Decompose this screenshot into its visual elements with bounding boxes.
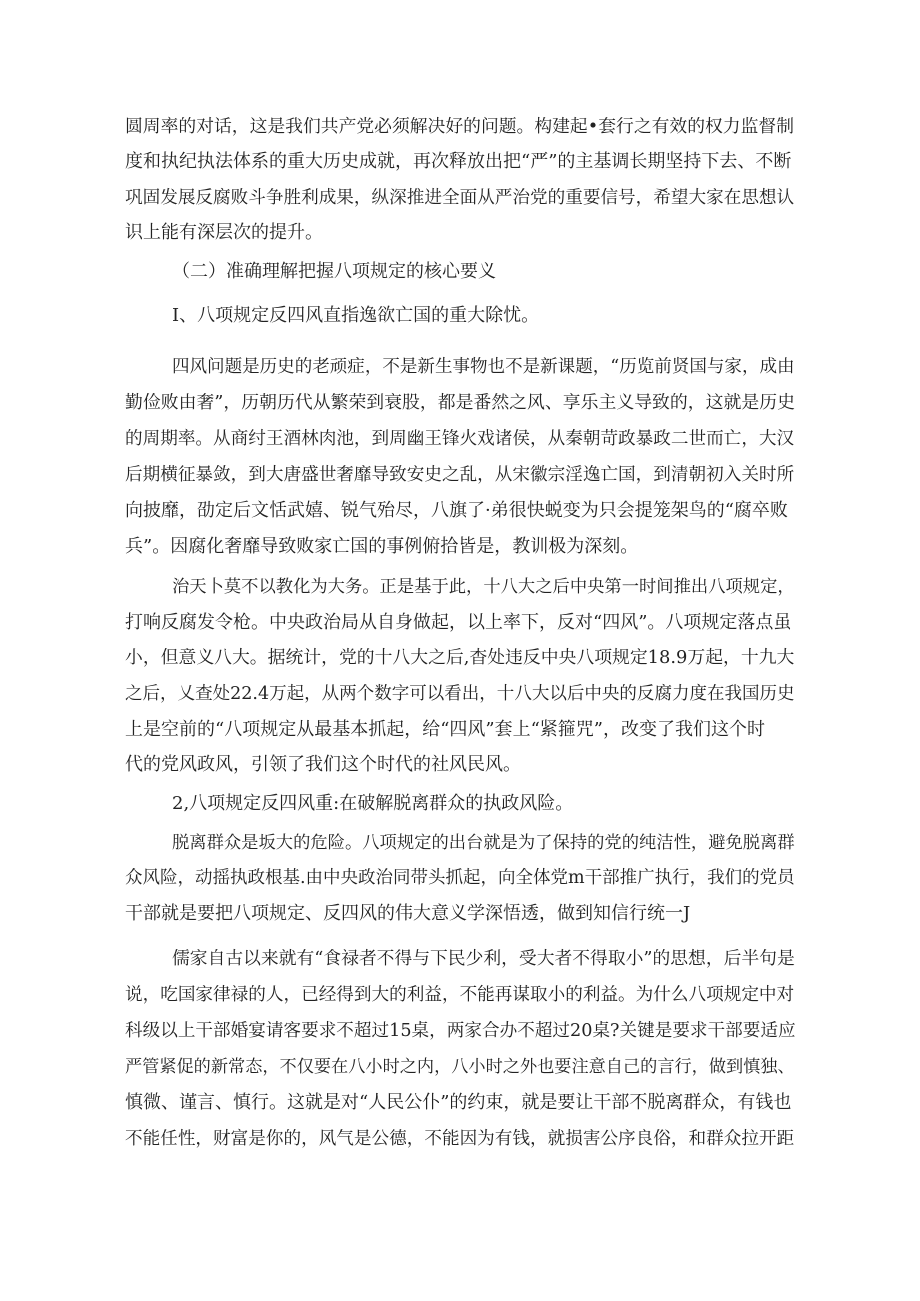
text-line: 向披靡，劭定后文恬武嬉、锐气殆尽，八旗了·弟很快蜕变为只会提笼架鸟的“腐卒败 bbox=[125, 500, 788, 521]
text-line: 圆周率的对话，这是我们共产党必须解决好的问题。构建起•套行之有效的权力监督制 bbox=[125, 116, 794, 137]
subheading: I、八项规定反四风直指逸欲亡国的重大除忧。 bbox=[172, 305, 540, 326]
text-line: 干部就是要把八项规定、反四风的伟大意义学深悟透，做到知信行统一J bbox=[125, 903, 691, 924]
text-line: 说，吃国家律禄的人，已经得到大的利益，不能再谋取小的利益。为什么八项规定中对 bbox=[125, 985, 795, 1005]
text-line: 严管紧促的新常态，不仅要在八小时之内，八小时之外也要注意自己的言行，做到慎独、 bbox=[125, 1057, 795, 1077]
subheading: 2,八项规定反四风重:在破解脱离群众的执政风险。 bbox=[172, 793, 574, 814]
text-line: 治天卜莫不以教化为大务。正是基于此，十八大之后中央第一时间推出八项规定， bbox=[172, 577, 795, 597]
section-heading: （二）准确理解把握八项规定的核心要义 bbox=[172, 261, 496, 282]
text-line: 识上能有深层次的提升。 bbox=[125, 222, 323, 243]
text-line: 儒家自古以来就有“食禄者不得与下民少利，受大者不得取小”的思想，后半句是 bbox=[172, 948, 795, 969]
text-line: 四风问题是历史的老顽症，不是新生事物也不是新课题，“历览前贤国与家，成由 bbox=[172, 357, 795, 377]
text-line: 兵”。因腐化奢靡导致败家亡国的事例俯拾皆是，教训极为深刻。 bbox=[125, 536, 639, 557]
text-line: 上是空前的“八项规定从最基本抓起，给“四风”套上“紧箍咒”，改变了我们这个时 bbox=[125, 719, 766, 740]
text-line: 巩固发展反腐败斗争胜利成果，纵深推进全面从严治党的重要信号，希望大家在思想认 bbox=[125, 188, 795, 208]
text-line: 慎微、谨言、慎行。这就是对“人民公仆”的约束，就是要让干部不脱离群众，有钱也 bbox=[125, 1092, 792, 1113]
text-line: 代的党风政风，引领了我们这个时代的社风民风。 bbox=[125, 754, 521, 775]
text-line: 打响反腐发令枪。中央政治局从自身做起，以上率下，反对“四风”。八项规定落点虽 bbox=[125, 612, 792, 633]
text-line: 不能任性，财富是你的，风气是公德，不能因为有钱，就损害公序良俗，和群众拉开距 bbox=[125, 1129, 795, 1149]
text-line: 的周期率。从商纣王酒林肉池，到周幽王锋火戏诸侯，从秦朝苛政暴政二世而亡，大汉 bbox=[125, 429, 795, 449]
text-line: 科级以上干部婚宴请客要求不超过15桌，两家合办不超过20桌?关键是要求干部要适应 bbox=[125, 1021, 796, 1041]
text-line: 小，但意义八大。据统计，党的十八大之后,杳处违反中央八项规定18.9万起，十九大 bbox=[125, 647, 795, 668]
text-line: 后期横征暴敛，到大唐盛世奢靡导致安史之乱，从宋徽宗淫逸亡国，到清朝初入关时所 bbox=[125, 465, 795, 485]
text-line: 度和执纪执法体系的重大历史成就，再次释放出把“严”的主基调长期坚持下去、不断 bbox=[125, 151, 792, 172]
text-line: 之后，乂查处22.4万起，从两个数字可以看出，十八大以后中央的反腐力度在我国历史 bbox=[125, 684, 795, 704]
text-line: 众风险，动摇执政根基.由中央政治同带头抓起，向全体党m干部推广执行，我们的党员 bbox=[125, 868, 795, 888]
text-line: 脱离群众是坂大的危险。八项规定的出台就是为了保持的党的纯洁性，避免脱离群 bbox=[172, 833, 795, 853]
text-line: 勤俭败由奢”，历朝历代从繁荣到衰股，都是番然之风、享乐主义导致的，这就是历史 bbox=[125, 392, 795, 413]
